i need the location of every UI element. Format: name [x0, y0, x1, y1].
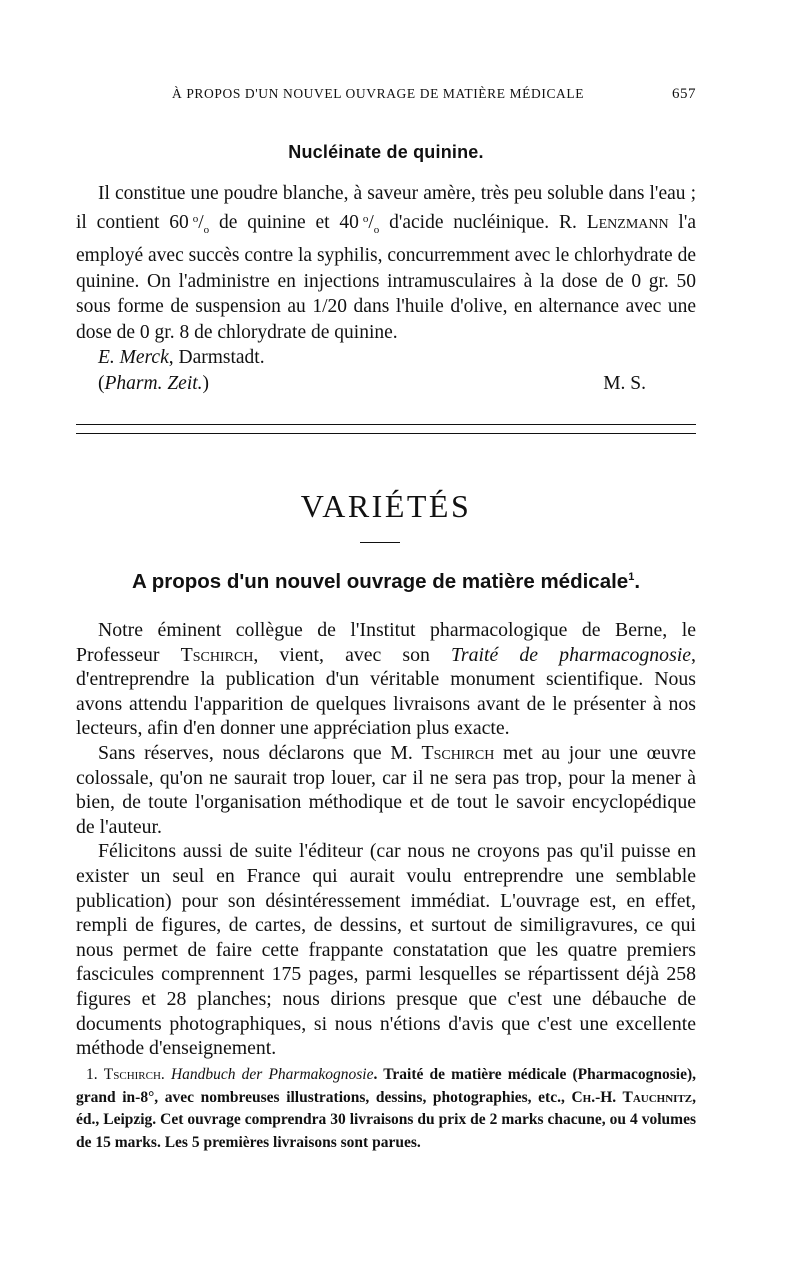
journal-line — [76, 371, 696, 397]
signature-initials: M. S. — [603, 373, 646, 395]
section-nucleinate-body — [76, 181, 696, 397]
percent-subscript: o — [373, 223, 380, 236]
footnote-book-title: Handbuch der Pharmakognosie — [170, 1066, 374, 1083]
text-run: / — [368, 211, 374, 233]
journal-name: Pharm. Zeit. — [104, 373, 203, 395]
running-title: À PROPOS D'UN NOUVEL OUVRAGE DE MATIÈRE MÉDICALE — [172, 86, 585, 101]
footnote-number: 1. — [86, 1066, 104, 1083]
source-city: , Darmstadt. — [168, 347, 265, 369]
text-run: Notre éminent collègue de l'Institut pharmacologique de Berne, le Professeur — [76, 619, 696, 666]
text-run: met au jour une œuvre colossale, qu'on ne saurait trop louer, car il ne sera pas trop, pour la mener à bien, de toute l'organisation méthodique et de tout le savoir encyclopédique de l'auteur. — [76, 741, 696, 838]
author-name: Tschirch — [180, 643, 254, 666]
page-number: 657 — [672, 86, 696, 102]
footnote-author: Tschirch — [103, 1066, 161, 1083]
heading-rule — [360, 542, 400, 543]
article-paragraph — [76, 618, 696, 741]
author-name: Tschirch — [421, 741, 495, 764]
text-run: , d'entreprendre la publication d'un véritable monument scientifique. Nous avons attendu l'apparition de quelques livraisons avant de le présenter à nos lecteurs, afin d'en donner une appréciation plus exacte. — [76, 643, 696, 740]
footnote-text — [76, 1064, 696, 1154]
article-paragraph — [76, 741, 696, 839]
percent-superscript: o — [192, 212, 199, 225]
book-title: Traité de pharmacognosie — [451, 643, 692, 666]
document-page — [76, 0, 696, 1281]
section-title-nucleinate: Nucléinate de quinine. — [288, 142, 484, 162]
paren-open: ( — [98, 373, 105, 395]
article-title-period: . — [634, 570, 641, 593]
percent-superscript: o — [362, 212, 369, 225]
section-heading-varietes: VARIÉTÉS — [300, 488, 472, 524]
percent-subscript: o — [203, 223, 210, 236]
text-run: Sans réserves, nous déclarons que M. — [98, 741, 422, 764]
article-title — [76, 570, 696, 594]
section-divider — [76, 424, 696, 434]
footnote-ref: 1 — [628, 571, 635, 583]
text-run: l'a employé avec succès contre la syphilis, concurremment avec le chlorhydrate de quinine. On l'administre en injections intramusculaires à la dose de 0 gr. 50 sous forme de suspension au 1/20 dans l'huile d'olive, en alternance avec une dose de 0 gr. 8 de chlorydrate de quinine. — [76, 211, 697, 343]
source-line — [76, 345, 696, 371]
footnote — [76, 1064, 696, 1154]
text-run: de quinine et 40 — [209, 211, 359, 233]
text-run: . — [160, 1066, 171, 1083]
text-run: . Traité de matière médicale (Pharmacognosie), grand in-8°, avec nombreuses illustrations, dessins, photographies, etc., — [76, 1066, 697, 1106]
text-run: Il constitue une poudre blanche, à saveur amère, très peu soluble dans l'eau ; il contient 60 — [76, 183, 696, 233]
article-title-text: A propos d'un nouvel ouvrage de matière médicale — [131, 570, 629, 593]
paragraph-nucleinate — [76, 181, 696, 345]
article-paragraph: Félicitons aussi de suite l'éditeur (car nous ne croyons pas qu'il puisse en exister un seul en France qui aurait voulu entreprendre une semblable publication) pour son désintéressement immédiat. L'ouvrage est, en effet, rempli de figures, de cartes, de dessins, et surtout de similigravures, ce qui nous permet de faire cette frappante constatation que les quatre premiers fascicules comprennent 175 pages, parmi lesquelles se répartissent déjà 258 figures et 28 planches; nous dirions presque que c'est une débauche de documents photographiques, si nous n'étions d'avis que c'est une excellente méthode d'enseignement. — [76, 840, 696, 1060]
text-run: / — [198, 211, 204, 233]
source-name: E. Merck — [98, 347, 169, 369]
footnote-publisher: Ch.-H. Tauchnitz — [571, 1088, 693, 1106]
text-run: , vient, avec son — [253, 643, 452, 666]
paren-close: ) — [202, 373, 210, 395]
author-name: Lenzmann — [586, 211, 669, 233]
running-head — [76, 86, 696, 106]
text-run: , éd., Leipzig. Cet ouvrage comprendra 30 livraisons du prix de 2 marks chacune, ou 4 volumes de 15 marks. Les 5 premières livraisons sont parues. — [76, 1088, 697, 1151]
article-body — [76, 618, 696, 1061]
text-run: d'acide nucléinique. R. — [379, 211, 587, 233]
